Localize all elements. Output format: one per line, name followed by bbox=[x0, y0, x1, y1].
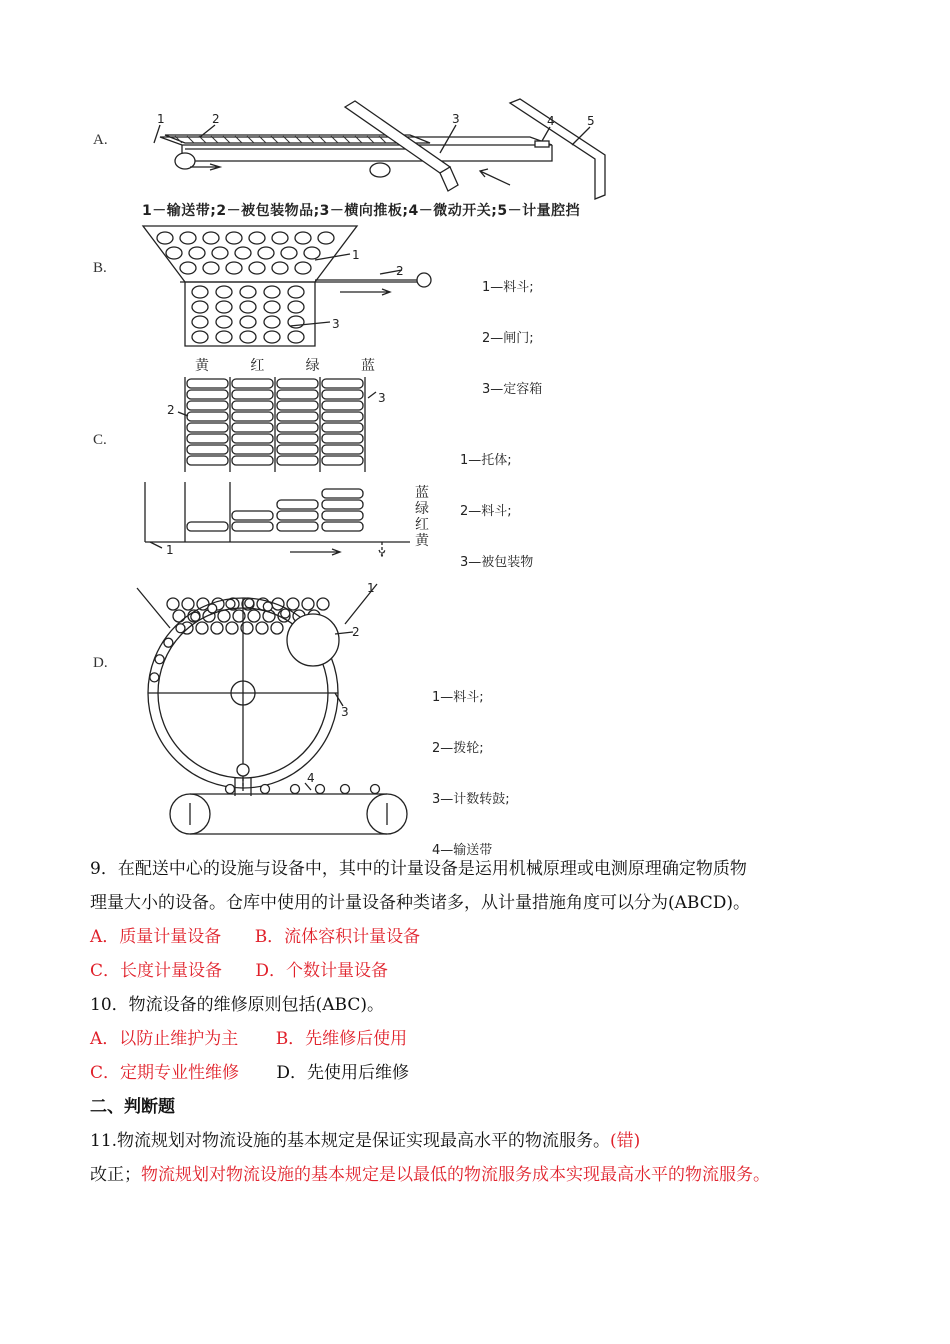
figure-b-hopper-diagram bbox=[140, 222, 450, 352]
item bbox=[322, 401, 363, 410]
item bbox=[277, 379, 318, 388]
item bbox=[187, 423, 228, 432]
item bbox=[240, 301, 256, 313]
item bbox=[264, 301, 280, 313]
item bbox=[187, 379, 228, 388]
label-a-3: 3 bbox=[452, 112, 460, 126]
item bbox=[271, 622, 283, 634]
item bbox=[261, 785, 270, 794]
q9-option-b: B．流体容积计量设备 bbox=[254, 927, 421, 947]
item bbox=[288, 331, 304, 343]
item bbox=[249, 232, 265, 244]
question-list bbox=[90, 852, 870, 1192]
item bbox=[341, 785, 350, 794]
item bbox=[258, 247, 274, 259]
label-a-2: 2 bbox=[212, 112, 220, 126]
pocket bbox=[208, 604, 217, 613]
item bbox=[192, 286, 208, 298]
item bbox=[322, 500, 363, 509]
label-a-1: 1 bbox=[157, 112, 165, 126]
item bbox=[272, 262, 288, 274]
item bbox=[226, 785, 235, 794]
item bbox=[264, 316, 280, 328]
q11-stem: 11.物流规划对物流设施的基本规定是保证实现最高水平的物流服务。 bbox=[90, 1131, 611, 1151]
figure-c-side-colors bbox=[415, 485, 431, 549]
item bbox=[295, 232, 311, 244]
item bbox=[322, 379, 363, 388]
item bbox=[322, 390, 363, 399]
pocket bbox=[263, 602, 272, 611]
item bbox=[203, 262, 219, 274]
label-a-5: 5 bbox=[587, 114, 595, 128]
figure-b-letter: B. bbox=[93, 260, 107, 276]
label-d-2: 2 bbox=[352, 625, 360, 639]
item bbox=[232, 522, 273, 531]
q11-correction-label: 改正； bbox=[90, 1165, 141, 1185]
q9-options-row2 bbox=[90, 954, 870, 988]
item bbox=[189, 247, 205, 259]
color-yellow: 黄 bbox=[195, 358, 209, 374]
item bbox=[187, 434, 228, 443]
item bbox=[277, 434, 318, 443]
item bbox=[322, 511, 363, 520]
item bbox=[232, 511, 273, 520]
item bbox=[192, 331, 208, 343]
item bbox=[167, 598, 179, 610]
item bbox=[277, 401, 318, 410]
legend-d-3: 3—计数转鼓; bbox=[432, 792, 510, 807]
q10-stem: 10．物流设备的维修原则包括(ABC)。 bbox=[90, 995, 384, 1015]
figure-d-letter: D. bbox=[93, 655, 108, 671]
section2-heading: 二、判断题 bbox=[90, 1097, 175, 1117]
item bbox=[187, 456, 228, 465]
item bbox=[240, 316, 256, 328]
legend-b-2: 2—闸门; bbox=[482, 331, 534, 346]
q10-options-row2 bbox=[90, 1056, 870, 1090]
item bbox=[232, 456, 273, 465]
item bbox=[166, 247, 182, 259]
legend-c-3: 3—被包装物 bbox=[460, 555, 534, 570]
side-color-red: 红 bbox=[415, 517, 429, 533]
figure-a-caption: 1－输送带;2－被包装物品;3－横向推板;4－微动开关;5－计量腔挡 bbox=[142, 203, 581, 219]
item bbox=[322, 489, 363, 498]
item bbox=[232, 412, 273, 421]
item bbox=[322, 522, 363, 531]
item bbox=[302, 598, 314, 610]
item bbox=[226, 232, 242, 244]
figure-c-sorting-diagram bbox=[140, 372, 410, 557]
q10-option-b: B．先维修后使用 bbox=[275, 1029, 408, 1049]
item bbox=[277, 445, 318, 454]
item bbox=[216, 316, 232, 328]
item bbox=[264, 286, 280, 298]
item bbox=[187, 445, 228, 454]
item bbox=[216, 286, 232, 298]
pocket bbox=[164, 638, 173, 647]
belt-items bbox=[226, 785, 380, 794]
q10-option-d: D．先使用后维修 bbox=[276, 1063, 410, 1083]
item bbox=[288, 301, 304, 313]
pocket bbox=[281, 609, 290, 618]
color-green: 绿 bbox=[305, 358, 320, 374]
item bbox=[180, 232, 196, 244]
item bbox=[216, 301, 232, 313]
item bbox=[216, 331, 232, 343]
item bbox=[203, 232, 219, 244]
item bbox=[232, 390, 273, 399]
item bbox=[212, 247, 228, 259]
q10-options-row1 bbox=[90, 1022, 870, 1056]
item bbox=[304, 247, 320, 259]
label-b-1: 1 bbox=[352, 248, 360, 262]
q9-stem-line2: 理量大小的设备。仓库中使用的计量设备种类诸多，从计量措施角度可以分为(ABCD)。 bbox=[90, 893, 750, 913]
item bbox=[287, 598, 299, 610]
legend-d-2: 2—拨轮; bbox=[432, 741, 484, 756]
item bbox=[291, 785, 300, 794]
item bbox=[277, 522, 318, 531]
item bbox=[322, 434, 363, 443]
item bbox=[249, 262, 265, 274]
color-blue: 蓝 bbox=[360, 358, 375, 374]
item bbox=[277, 423, 318, 432]
legend-c-1: 1—托体; bbox=[460, 453, 512, 468]
item bbox=[317, 598, 329, 610]
figure-d-legend bbox=[432, 655, 510, 876]
item bbox=[226, 622, 238, 634]
item bbox=[272, 232, 288, 244]
legend-b-1: 1—料斗; bbox=[482, 280, 534, 295]
label-b-3: 3 bbox=[332, 317, 340, 331]
legend-b-3: 3—定容箱 bbox=[482, 382, 543, 397]
q11-stem-row bbox=[90, 1124, 870, 1158]
legend-d-1: 1—料斗; bbox=[432, 690, 484, 705]
hopper-items bbox=[157, 232, 334, 343]
item bbox=[277, 500, 318, 509]
item bbox=[318, 232, 334, 244]
pocket bbox=[191, 612, 200, 621]
legend-c-2: 2—料斗; bbox=[460, 504, 512, 519]
item bbox=[187, 401, 228, 410]
item bbox=[182, 598, 194, 610]
item bbox=[277, 511, 318, 520]
q11-correction-row bbox=[90, 1158, 870, 1192]
label-d-1: 1 bbox=[367, 581, 375, 595]
item bbox=[248, 610, 260, 622]
pocket bbox=[245, 599, 254, 608]
item bbox=[316, 785, 325, 794]
item bbox=[187, 522, 228, 531]
figure-d-counting-drum-diagram bbox=[135, 578, 435, 840]
pocket bbox=[155, 655, 164, 664]
item bbox=[371, 785, 380, 794]
legend-d-4: 4—输送带 bbox=[432, 843, 493, 858]
q9-option-a: A．质量计量设备 bbox=[90, 927, 222, 947]
item bbox=[180, 262, 196, 274]
pocket bbox=[176, 624, 185, 633]
item bbox=[235, 247, 251, 259]
q9-stem-line1: 9．在配送中心的设施与设备中，其中的计量设备是运用机械原理或电测原理确定物质物 bbox=[90, 859, 747, 879]
item bbox=[232, 445, 273, 454]
q11-verdict: (错) bbox=[610, 1131, 641, 1151]
item bbox=[322, 445, 363, 454]
item bbox=[192, 316, 208, 328]
item bbox=[295, 262, 311, 274]
item bbox=[277, 412, 318, 421]
item bbox=[256, 622, 268, 634]
label-c-2: 2 bbox=[167, 403, 175, 417]
q9-option-d: D．个数计量设备 bbox=[255, 961, 389, 981]
label-a-4: 4 bbox=[547, 114, 555, 128]
item bbox=[240, 286, 256, 298]
label-c-3: 3 bbox=[378, 391, 386, 405]
item bbox=[187, 412, 228, 421]
item bbox=[226, 262, 242, 274]
label-c-1: 1 bbox=[166, 543, 174, 557]
item bbox=[322, 412, 363, 421]
item bbox=[192, 301, 208, 313]
q9-options-row1 bbox=[90, 920, 870, 954]
figure-c-legend bbox=[460, 418, 533, 588]
item bbox=[196, 622, 208, 634]
item bbox=[187, 390, 228, 399]
item bbox=[264, 331, 280, 343]
side-color-yellow: 黄 bbox=[415, 533, 429, 549]
item bbox=[232, 401, 273, 410]
pocket bbox=[226, 599, 235, 608]
figure-c-letter: C. bbox=[93, 432, 107, 448]
label-d-3: 3 bbox=[341, 705, 349, 719]
item bbox=[211, 622, 223, 634]
item bbox=[232, 423, 273, 432]
item bbox=[277, 390, 318, 399]
item bbox=[322, 456, 363, 465]
item bbox=[232, 379, 273, 388]
figure-a-conveyor-diagram bbox=[140, 95, 620, 205]
pocket bbox=[150, 673, 159, 682]
label-d-4: 4 bbox=[307, 771, 315, 785]
item bbox=[173, 610, 185, 622]
item bbox=[281, 247, 297, 259]
item bbox=[288, 286, 304, 298]
side-color-blue: 蓝 bbox=[415, 485, 429, 501]
item bbox=[157, 232, 173, 244]
side-color-green: 绿 bbox=[415, 501, 429, 517]
figure-a-letter: A. bbox=[93, 132, 108, 148]
item bbox=[232, 434, 273, 443]
q10-option-c: C．定期专业性维修 bbox=[90, 1063, 240, 1083]
figure-b-legend bbox=[482, 245, 542, 415]
color-red: 红 bbox=[250, 358, 265, 374]
q11-correction: 物流规划对物流设施的基本规定是以最低的物流服务成本实现最高水平的物流服务。 bbox=[141, 1165, 770, 1185]
q10-option-a: A．以防止维护为主 bbox=[90, 1029, 239, 1049]
label-b-2: 2 bbox=[396, 264, 404, 278]
item bbox=[277, 456, 318, 465]
item bbox=[322, 423, 363, 432]
q9-option-c: C．长度计量设备 bbox=[90, 961, 223, 981]
item bbox=[240, 331, 256, 343]
